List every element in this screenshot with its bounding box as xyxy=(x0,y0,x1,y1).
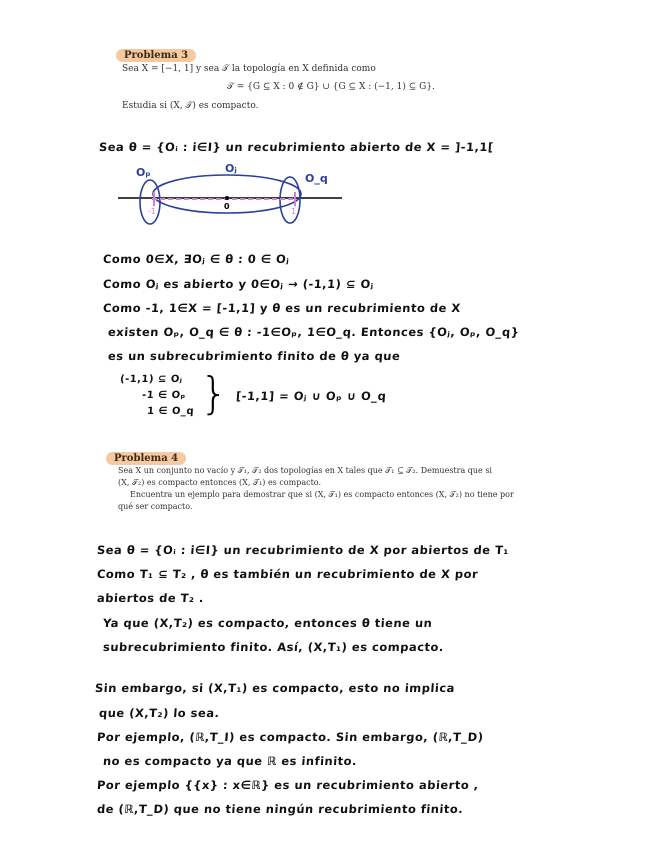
brace-item: -1 ∈ Oₚ xyxy=(141,390,187,401)
problem-3-question: Estudia si (X, 𝒯) es compacto. xyxy=(122,101,259,111)
minus-one-label: -1 xyxy=(148,207,156,216)
solution-4-line: que (X,T₂) lo sea. xyxy=(98,706,220,720)
solution-4-line: Sin embargo, si (X,T₁) es compacto, esto no implica xyxy=(94,681,456,695)
problem-4-statement: (X, 𝒯₂) es compacto entonces (X, 𝒯₁) es compacto. xyxy=(118,478,322,487)
brace-item: (-1,1) ⊆ Oⱼ xyxy=(119,374,183,385)
brace-result: [-1,1] = Oⱼ ∪ Oₚ ∪ O_q xyxy=(235,389,387,403)
problem-3-tag: Problema 3 xyxy=(116,49,196,62)
problem-3-formula: 𝒯 = {G ⊆ X : 0 ∉ G} ∪ {G ⊆ X : (−1, 1) ⊆ G}. xyxy=(227,82,435,92)
solution-4-line: no es compacto ya que ℝ es infinito. xyxy=(102,754,358,768)
solution-4-line: abiertos de T₂ . xyxy=(96,591,205,605)
cover-diagram xyxy=(110,158,360,230)
zero-label: 0 xyxy=(224,202,230,211)
oq-label: O_q xyxy=(305,172,328,185)
solution-4-line: Sea θ = {Oᵢ : i∈I} un recubrimiento de X por abiertos de T₁ xyxy=(96,543,510,557)
solution-3-line: Como Oⱼ es abierto y 0∈Oⱼ → (-1,1) ⊆ Oⱼ xyxy=(102,277,375,291)
solution-3-intro: Sea θ = {Oᵢ : i∈I} un recubrimiento abierto de X = ]-1,1[ xyxy=(98,140,495,154)
op-label: Oₚ xyxy=(136,166,151,179)
solution-4-line: subrecubrimiento finito. Así, (X,T₁) es compacto. xyxy=(102,640,445,654)
set-op xyxy=(140,180,160,224)
oj-label: Oⱼ xyxy=(225,162,237,175)
solution-4-line: Por ejemplo {{x} : x∈ℝ} es un recubrimiento abierto , xyxy=(96,778,480,792)
one-label: 1 xyxy=(291,207,297,216)
problem-4-statement: Encuentra un ejemplo para demostrar que si (X, 𝒯₁) es compacto entonces (X, 𝒯₂) no tiene por xyxy=(130,490,514,499)
solution-4-line: Por ejemplo, (ℝ,T_I) es compacto. Sin embargo, (ℝ,T_D) xyxy=(96,730,484,744)
right-brace: } xyxy=(200,368,228,419)
origin-point xyxy=(225,196,229,200)
solution-3-line: es un subrecubrimiento finito de θ ya que xyxy=(107,349,401,363)
solution-3-line: existen Oₚ, O_q ∈ θ : -1∈Oₚ, 1∈O_q. Entonces {Oⱼ, Oₚ, O_q} xyxy=(107,325,520,339)
problem-3-statement: Sea X = [−1, 1] y sea 𝒯 la topología en X definida como xyxy=(122,64,376,74)
solution-3-line: Como 0∈X, ∃Oⱼ ∈ θ : 0 ∈ Oⱼ xyxy=(102,252,290,266)
solution-4-line: Ya que (X,T₂) es compacto, entonces θ tiene un xyxy=(102,616,433,630)
solution-4-line: Como T₁ ⊆ T₂ , θ es también un recubrimiento de X por xyxy=(96,567,479,581)
problem-4-tag: Problema 4 xyxy=(106,452,186,465)
problem-4-statement: Sea X un conjunto no vacío y 𝒯₁, 𝒯₂ dos topologías en X tales que 𝒯₁ ⊆ 𝒯₂. Demuestra que si xyxy=(118,466,492,475)
brace-item: 1 ∈ O_q xyxy=(146,406,195,417)
solution-4-line: de (ℝ,T_D) que no tiene ningún recubrimiento finito. xyxy=(96,802,464,816)
problem-4-statement: qué ser compacto. xyxy=(118,502,193,511)
solution-3-line: Como -1, 1∈X = [-1,1] y θ es un recubrimiento de X xyxy=(102,301,462,315)
